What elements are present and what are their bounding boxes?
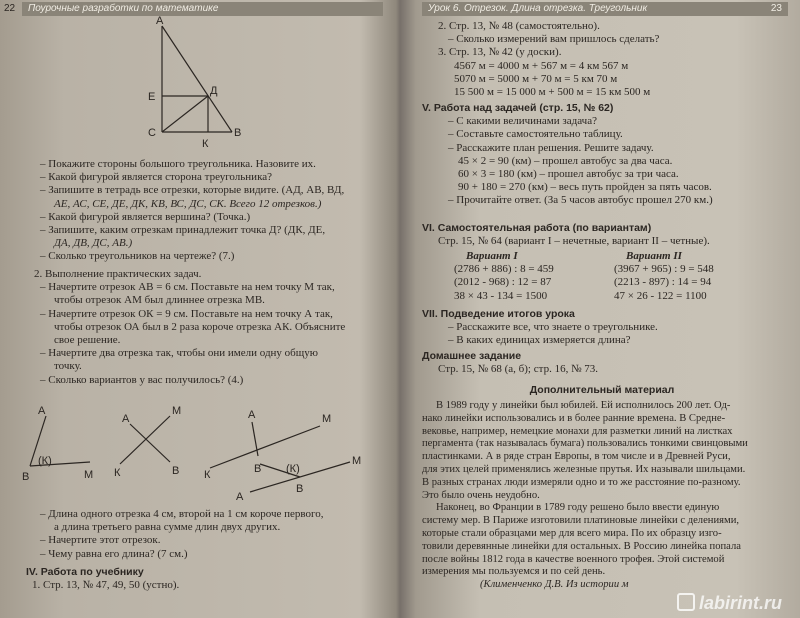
task-line: чтобы отрезок АМ был длиннее отрезка МВ. [54, 294, 265, 307]
label-K: К [204, 469, 211, 481]
section-line: – Расскажите план решения. Решите задачу. [448, 141, 654, 154]
label-E: Е [148, 91, 156, 103]
section-line: – С какими величинами задача? [448, 115, 597, 128]
calc-line: 45 × 2 = 90 (км) – прошел автобус за два часа. [458, 154, 673, 167]
task-line: точку. [54, 360, 82, 373]
right-header-title: Урок 6. Отрезок. Длина отрезка. Треугольник [428, 3, 648, 14]
variant-line: 47 × 26 - 122 = 1100 [614, 289, 707, 302]
text-line: пластинками. А в ряде стран Европы, в том числе и в Древней Руси, [422, 451, 731, 463]
extra-title [404, 384, 800, 397]
label-M: М [172, 405, 182, 417]
section-heading: VI. Самостоятельная работа (по вариантам) [422, 222, 652, 234]
variant-line: (2012 - 968) : 12 = 87 [454, 276, 552, 289]
calc-line: 5070 м = 5000 м + 70 м = 5 км 70 м [454, 72, 618, 85]
task-line: а длина третьего равна сумме длин двух других. [54, 521, 281, 534]
label-B: В [296, 483, 304, 495]
text-line: Это было очень неудобно. [422, 489, 540, 501]
calc-line: 90 + 180 = 270 (км) – весь путь пройден за пять часов. [458, 181, 712, 194]
exercise-line: – Сколько измерений вам пришлось сделать? [448, 33, 660, 46]
variant-line: (2213 - 897) : 14 = 94 [614, 276, 712, 289]
practical-tasks-block [34, 268, 345, 387]
label-K-parenthesized: (К) [286, 463, 300, 475]
label-A: А [236, 491, 244, 503]
text-line: пергамента (так называлась бумага) пользовались тонкими свинцовыми [422, 438, 748, 450]
section-vii [422, 308, 658, 348]
text-line: которые стали образцами мер для всего мира. По их образцу изго- [422, 527, 722, 539]
segment-DC [162, 96, 208, 132]
question-line: – Запишите, каким отрезкам принадлежит точка Д? (ДК, ДЕ, [40, 224, 326, 237]
section-heading: V. Работа над задачей (стр. 15, № 62) [422, 102, 614, 114]
citation-line: (Клименченко Д.В. Из истории м [480, 579, 629, 591]
label-B: В [254, 463, 262, 475]
watermark-text: labirint.ru [698, 593, 782, 613]
variant-line: (2786 + 886) : 8 = 459 [454, 263, 554, 276]
text-line: В разных странах люди измеряли одно и то же расстояние по-разному. [422, 476, 741, 488]
task-line: – Начертите отрезок ОК = 9 см. Поставьте на нем точку А так, [40, 307, 333, 320]
task-line: – Длина одного отрезка 4 см, второй на 1 см короче первого, [40, 508, 324, 520]
variant-line: 38 × 43 - 134 = 1500 [454, 289, 548, 302]
calc-line: 60 × 3 = 180 (км) – прошел автобус за три часа. [458, 168, 679, 181]
text-line: Наконец, во Франции в 1789 году решено было ввести единую [436, 502, 720, 514]
label-K-parenthesized: (К) [38, 455, 52, 467]
label-A: А [122, 413, 130, 425]
section-v [422, 102, 713, 208]
task-heading: 2. Выполнение практических задач. [34, 268, 202, 280]
text-line: после войны 1812 года в качестве военного трофея. Этой системой [422, 553, 725, 565]
section-vi [422, 222, 792, 248]
label-K: К [202, 138, 209, 150]
label-B: В [172, 465, 180, 477]
left-page-number: 22 [4, 3, 16, 14]
length-task-block [40, 508, 324, 561]
segment-AB [162, 26, 232, 132]
question-line: – Какой фигурой является вершина? (Точка.) [40, 210, 251, 223]
section-line: – Расскажите все, что знаете о треугольнике. [448, 321, 658, 334]
section-line: – Прочитайте ответ. (За 5 часов автобус прошел 270 км.) [448, 194, 713, 207]
section-heading: IV. Работа по учебнику [26, 566, 144, 578]
exercises-block [438, 20, 659, 99]
question-line: – Запишите в тетрадь все отрезки, которые видите. (АД, АВ, ВД, [40, 184, 345, 197]
extra-material-title: Дополнительный материал [529, 384, 675, 396]
task-line: – Начертите отрезок АВ = 6 см. Поставьте на нем точку М так, [40, 281, 335, 294]
text-line: нако линейки использовались и в более ранние времена. В Средне- [422, 412, 726, 424]
label-A: А [156, 15, 164, 27]
text-line: товили деревянные линейки для остальных. В Россию линейка попала [422, 540, 741, 552]
label-D: Д [210, 85, 218, 97]
questions-block [40, 158, 344, 264]
homework-line: Стр. 15, № 68 (а, б); стр. 16, № 73. [438, 363, 599, 376]
label-K: К [114, 467, 121, 479]
calc-line: 15 500 м = 15 000 м + 500 м = 15 км 500 м [454, 86, 651, 99]
text-line: вековье, например, немецкие монахи для разметки линий на листках [422, 425, 733, 437]
exercise-line: 2. Стр. 13, № 48 (самостоятельно). [438, 20, 600, 32]
variant-2 [614, 250, 714, 303]
text-line: В 1989 году у линейки был юбилей. Ей исполнилось 200 лет. Од- [436, 400, 731, 411]
label-A: А [248, 409, 256, 421]
task-line: – Начертите два отрезка так, чтобы они имели одну общую [40, 347, 318, 360]
question-line: – Какой фигурой является сторона треугольника? [40, 171, 273, 184]
triangle-figure [130, 14, 260, 154]
segments-figure [20, 404, 380, 504]
variant-title: Вариант I [466, 250, 518, 262]
extra-text [422, 400, 748, 592]
section-line: – Составьте самостоятельно таблицу. [448, 128, 623, 141]
calc-line: 4567 м = 4000 м + 567 м = 4 км 567 м [454, 59, 629, 72]
right-page [404, 0, 800, 618]
watermark-logo-icon [677, 593, 695, 611]
label-B: В [22, 471, 30, 483]
variant-title: Вариант II [626, 250, 682, 262]
label-B: В [234, 127, 242, 139]
answer-line: АЕ, АС, СЕ, ДЕ, ДК, КВ, ВС, ДС, СК. Всего 12 отрезков.) [54, 197, 322, 210]
answer-line: ДА, ДВ, ДС, АВ.) [54, 237, 133, 250]
task-line: – Чему равна его длина? (7 см.) [40, 547, 188, 560]
label-M: М [352, 455, 362, 467]
label-A: А [38, 405, 46, 417]
watermark [677, 593, 782, 614]
task-line: – Сколько вариантов у вас получилось? (4.) [40, 373, 244, 386]
text-line: для этих целей применялись железные прутья. Их называли шильцами. [422, 463, 746, 475]
left-page [0, 0, 396, 618]
label-M: М [84, 469, 94, 481]
text-line: измерения мы пользуемся и по сей день. [422, 566, 606, 578]
section-line: 1. Стр. 13, № 47, 49, 50 (устно). [32, 579, 180, 592]
section-heading: VII. Подведение итогов урока [422, 308, 575, 320]
exercise-line: 3. Стр. 13, № 42 (у доски). [438, 46, 562, 59]
variant-1 [454, 250, 554, 303]
homework-title: Домашнее задание [422, 350, 522, 362]
question-line: – Сколько треугольников на чертеже? (7.) [40, 250, 235, 263]
text-line: систему мер. В Париже изготовили платиновые линейки с делениями, [422, 515, 740, 527]
question-line: – Покажите стороны большого треугольника. Назовите их. [40, 158, 316, 170]
left-header-title: Поурочные разработки по математике [28, 3, 219, 14]
label-M: М [322, 413, 332, 425]
right-page-header [422, 2, 788, 16]
variant-line: (3967 + 965) : 9 = 548 [614, 263, 714, 276]
right-page-number: 23 [770, 3, 782, 14]
task-line: – Начертите этот отрезок. [40, 534, 161, 547]
label-C: С [148, 127, 156, 139]
section-iv [26, 566, 179, 592]
section-line: – В каких единицах измеряется длина? [448, 334, 631, 347]
homework-block [422, 350, 598, 376]
task-line: свое решение. [54, 334, 121, 347]
section-line: Стр. 15, № 64 (вариант I – нечетные, вариант II – четные). [438, 235, 710, 248]
task-line: чтобы отрезок ОА был в 2 раза короче отрезка АК. Объясните [54, 320, 346, 333]
